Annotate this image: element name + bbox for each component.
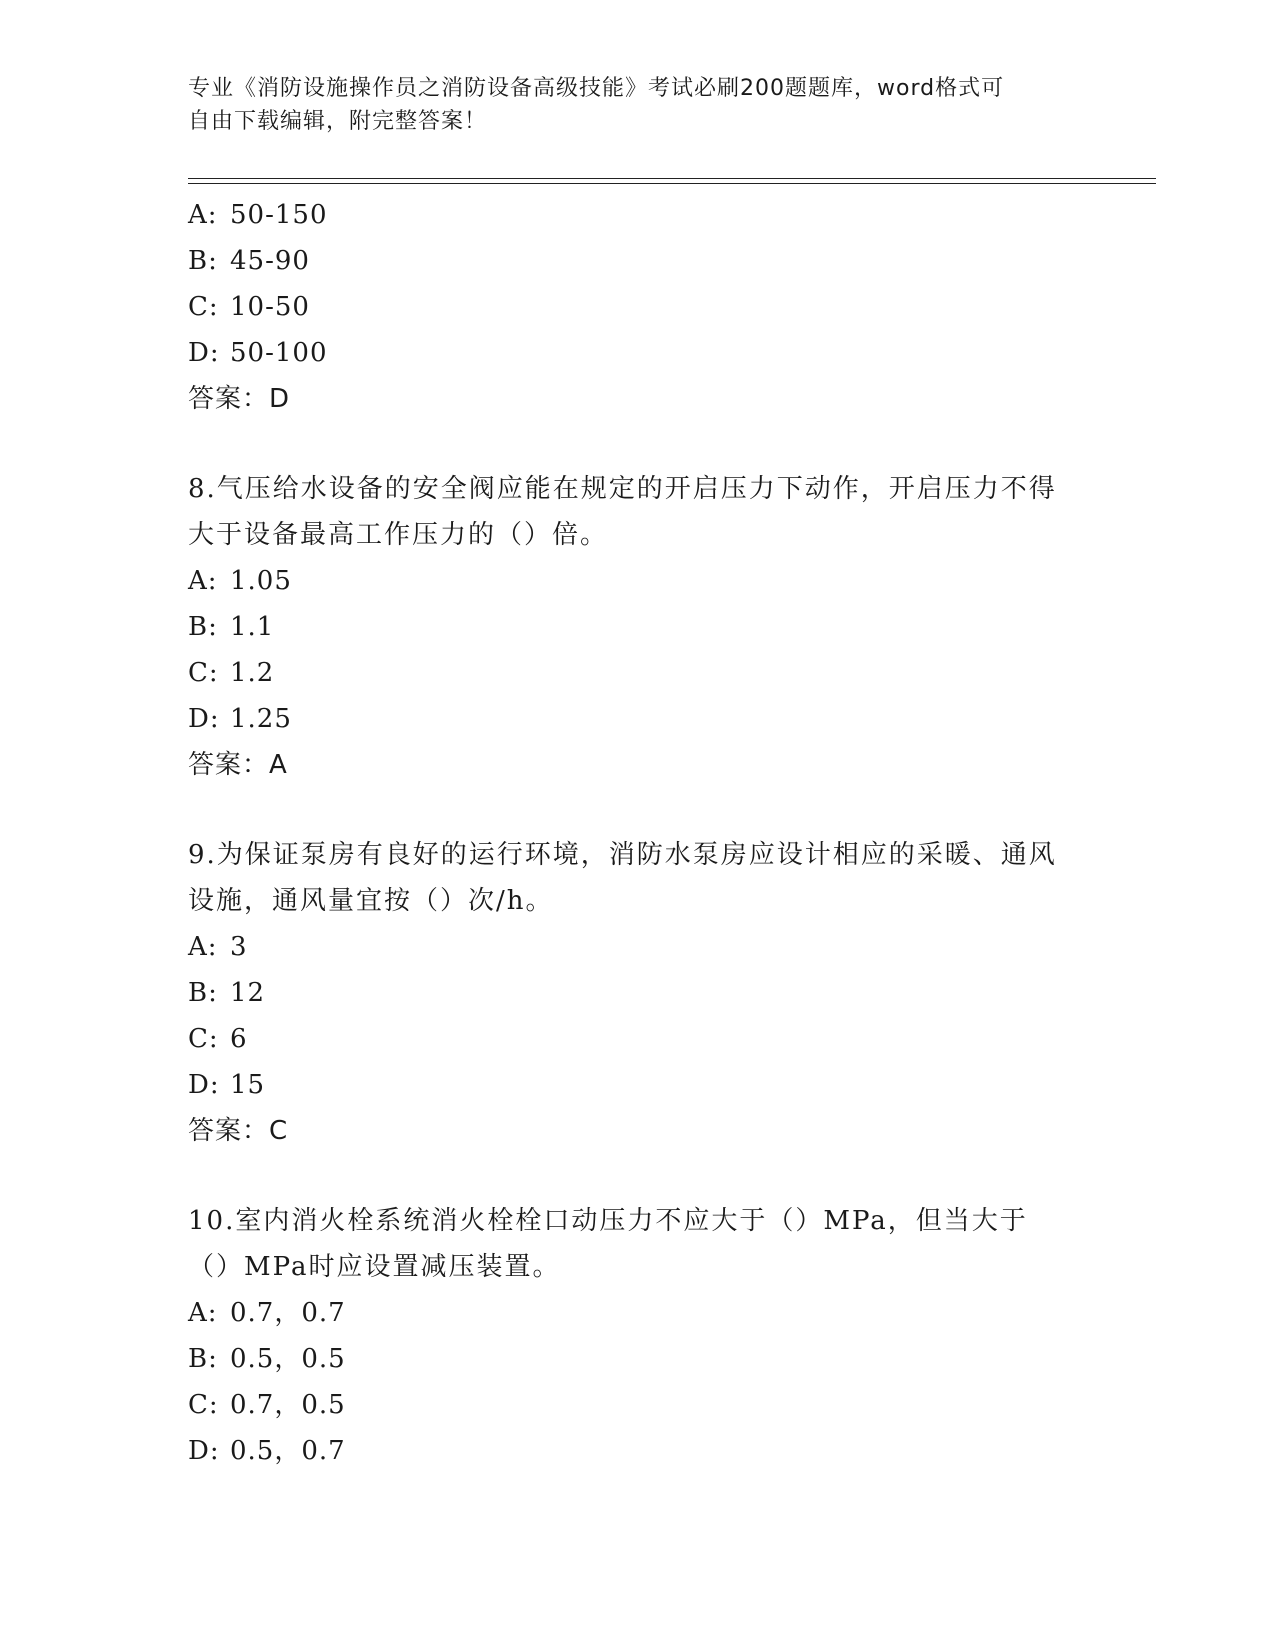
question-block	[188, 832, 1068, 1154]
question-block	[188, 466, 1068, 788]
document-header	[188, 72, 1068, 138]
option-label: A:	[188, 1298, 218, 1328]
option-text: 0.7，0.5	[230, 1390, 346, 1420]
option-label: C:	[188, 1390, 219, 1420]
option-text: 50-100	[230, 338, 328, 368]
question-text: 8.气压给水设备的安全阀应能在规定的开启压力下动作，开启压力不得大于设备最高工作压力的（）倍。	[188, 474, 1057, 550]
option-label: B:	[188, 246, 218, 276]
header-line-1: 专业《消防设施操作员之消防设备高级技能》考试必刷200题题库，word格式可	[188, 76, 1005, 101]
option-c	[188, 1016, 1068, 1062]
option-label: A:	[188, 566, 218, 596]
option-text: 0.5，0.5	[230, 1344, 346, 1374]
question-block	[188, 1198, 1068, 1474]
option-a	[188, 192, 1068, 238]
option-text: 1.1	[230, 612, 275, 642]
option-a	[188, 1290, 1068, 1336]
option-label: B:	[188, 978, 218, 1008]
option-b	[188, 238, 1068, 284]
header-divider	[188, 178, 1156, 184]
option-b	[188, 1336, 1068, 1382]
option-text: 45-90	[230, 246, 310, 276]
option-label: B:	[188, 612, 218, 642]
option-label: B:	[188, 1344, 218, 1374]
option-text: 0.7，0.7	[230, 1298, 346, 1328]
option-label: D:	[188, 1070, 220, 1100]
option-label: C:	[188, 1024, 219, 1054]
option-text: 1.05	[230, 566, 292, 596]
answer-line: 答案：C	[188, 1116, 289, 1146]
header-line-2: 自由下载编辑，附完整答案！	[188, 109, 488, 134]
question-list	[188, 192, 1068, 1474]
option-d	[188, 1062, 1068, 1108]
option-label: A:	[188, 200, 218, 230]
question-text: 10.室内消火栓系统消火栓栓口动压力不应大于（）MPa，但当大于（）MPa时应设置减压装置。	[188, 1206, 1028, 1282]
option-label: C:	[188, 658, 219, 688]
option-label: D:	[188, 1436, 220, 1466]
question-block	[188, 192, 1068, 422]
option-b	[188, 604, 1068, 650]
option-c	[188, 1382, 1068, 1428]
answer-line: 答案：D	[188, 384, 291, 414]
option-c	[188, 284, 1068, 330]
option-a	[188, 924, 1068, 970]
option-c	[188, 650, 1068, 696]
option-text: 3	[230, 932, 248, 962]
option-text: 0.5，0.7	[230, 1436, 346, 1466]
option-label: D:	[188, 704, 220, 734]
question-text: 9.为保证泵房有良好的运行环境，消防水泵房应设计相应的采暖、通风设施，通风量宜按（）次/h。	[188, 840, 1057, 916]
option-d	[188, 696, 1068, 742]
option-b	[188, 970, 1068, 1016]
option-text: 1.2	[230, 658, 275, 688]
option-text: 6	[230, 1024, 248, 1054]
option-d	[188, 330, 1068, 376]
option-a	[188, 558, 1068, 604]
option-text: 15	[230, 1070, 266, 1100]
option-label: C:	[188, 292, 219, 322]
option-label: D:	[188, 338, 220, 368]
option-text: 50-150	[230, 200, 328, 230]
option-text: 12	[230, 978, 266, 1008]
option-d	[188, 1428, 1068, 1474]
option-text: 1.25	[230, 704, 292, 734]
option-text: 10-50	[230, 292, 310, 322]
option-label: A:	[188, 932, 218, 962]
answer-line: 答案：A	[188, 750, 288, 780]
